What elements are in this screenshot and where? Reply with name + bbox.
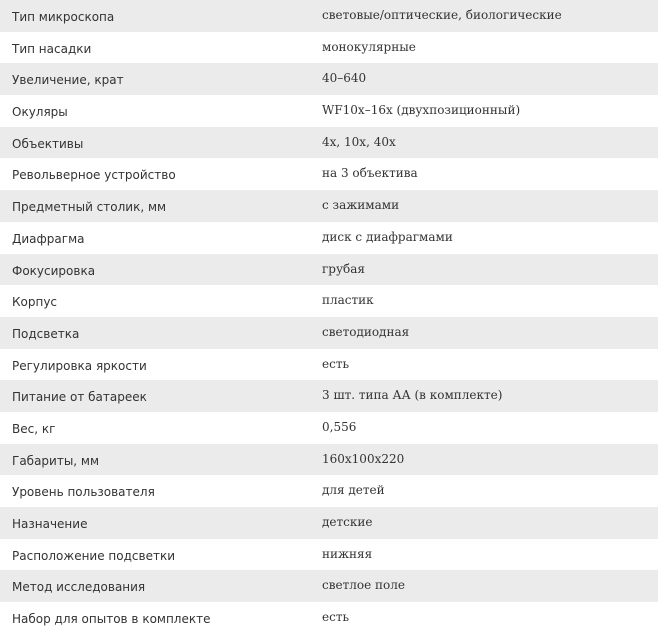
spec-value: 4x, 10x, 40x xyxy=(322,134,396,149)
spec-row xyxy=(0,349,658,381)
spec-value: на 3 объектива xyxy=(322,166,418,181)
spec-row xyxy=(0,127,658,159)
spec-row xyxy=(0,0,658,32)
spec-value: 3 шт. типа АА (в комплекте) xyxy=(322,388,503,403)
spec-row xyxy=(0,285,658,317)
spec-row xyxy=(0,507,658,539)
spec-value: детские xyxy=(322,515,373,529)
spec-value: пластик xyxy=(322,293,374,308)
spec-row xyxy=(0,380,658,412)
spec-value: 160x100x220 xyxy=(322,451,405,466)
spec-label: Предметный столик, мм xyxy=(12,200,167,215)
spec-value: с зажимами xyxy=(322,198,400,213)
spec-row xyxy=(0,63,658,95)
spec-row xyxy=(0,570,658,602)
spec-label: Увеличение, крат xyxy=(12,73,124,88)
spec-label: Габариты, мм xyxy=(12,453,100,468)
spec-value: 0,556 xyxy=(322,419,357,434)
spec-value: грубая xyxy=(322,261,365,276)
spec-label: Вес, кг xyxy=(12,421,56,436)
spec-label: Тип насадки xyxy=(12,41,92,56)
spec-value: нижняя xyxy=(322,546,373,561)
spec-row xyxy=(0,475,658,507)
spec-row xyxy=(0,412,658,444)
spec-value: 40–640 xyxy=(322,71,367,86)
spec-label: Револьверное устройство xyxy=(12,168,176,183)
spec-label: Объективы xyxy=(12,136,84,151)
spec-value: диск с диафрагмами xyxy=(322,229,453,244)
spec-label: Питание от батареек xyxy=(12,390,147,405)
spec-row xyxy=(0,32,658,64)
spec-label: Окуляры xyxy=(12,105,68,120)
spec-label: Подсветка xyxy=(12,326,80,341)
spec-label: Метод исследования xyxy=(12,580,146,595)
spec-value: светлое поле xyxy=(322,578,405,593)
spec-label: Тип микроскопа xyxy=(12,10,115,24)
spec-row xyxy=(0,222,658,254)
spec-row xyxy=(0,602,658,634)
spec-row xyxy=(0,158,658,190)
spec-value: светодиодная xyxy=(322,324,410,339)
spec-value: есть xyxy=(322,356,349,371)
spec-row xyxy=(0,444,658,476)
spec-label: Расположение подсветки xyxy=(12,548,175,563)
spec-row xyxy=(0,190,658,222)
spec-row xyxy=(0,95,658,127)
spec-row xyxy=(0,317,658,349)
spec-value: световые/оптические, биологические xyxy=(322,8,562,22)
spec-label: Корпус xyxy=(12,295,58,310)
spec-value: для детей xyxy=(322,483,385,498)
spec-value: есть xyxy=(322,610,349,625)
spec-value: WF10x–16x (двухпозиционный) xyxy=(322,103,521,118)
spec-value: монокулярные xyxy=(322,39,416,54)
spec-row xyxy=(0,539,658,571)
spec-row xyxy=(0,254,658,286)
spec-label: Набор для опытов в комплекте xyxy=(12,612,211,627)
spec-label: Регулировка яркости xyxy=(12,358,147,373)
spec-label: Уровень пользователя xyxy=(12,485,155,500)
spec-label: Назначение xyxy=(12,517,88,531)
spec-label: Фокусировка xyxy=(12,263,96,278)
spec-label: Диафрагма xyxy=(12,231,85,246)
